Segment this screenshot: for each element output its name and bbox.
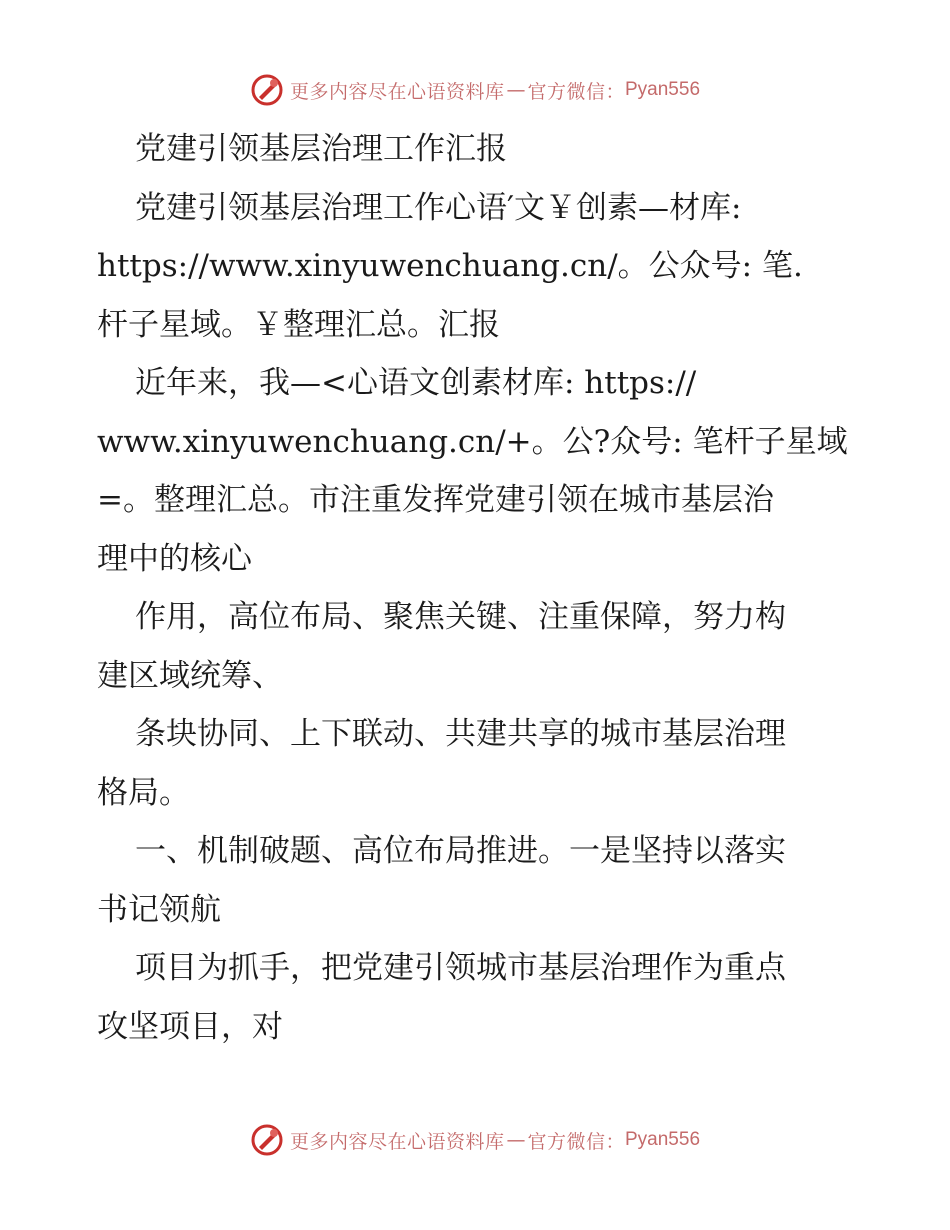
footer-watermark: [0, 1120, 950, 1160]
paragraph-line: 攻坚项目，对: [97, 1008, 283, 1045]
quill-logo-icon: [250, 73, 284, 107]
watermark-wechat-label: 官方微信：: [527, 80, 625, 103]
paragraph-line: 书记领航: [97, 891, 221, 928]
quill-logo-icon: [250, 1123, 284, 1157]
watermark-wechat-id: Pyan556: [625, 1129, 701, 1150]
paragraph-line: 作用，高位布局、聚焦关键、注重保障，努力构: [135, 599, 786, 635]
paragraph-line: www.xinyuwenchuang.cn/+。公?众号: 笔杆子星域: [97, 423, 848, 460]
watermark-text: 更多内容尽在心语资料库: [289, 1130, 505, 1153]
watermark-separator: —: [506, 79, 526, 101]
document-title: 党建引领基层治理工作汇报: [135, 131, 507, 167]
paragraph-line: 项目为抓手，把党建引领城市基层治理作为重点: [135, 950, 786, 986]
paragraph-line: https://www.xinyuwenchuang.cn/。公众号: 笔.: [97, 248, 803, 284]
paragraph-line: =。整理汇总。市注重发挥党建引领在城市基层治: [97, 482, 774, 518]
paragraph-line: 理中的核心: [97, 540, 252, 577]
paragraph-line: 一、机制破题、高位布局推进。一是坚持以落实: [135, 833, 786, 869]
paragraph-line: 近年来，我—<心语文创素材库: https://: [135, 365, 697, 401]
paragraph-line: 建区域统筹、: [97, 657, 283, 694]
header-watermark: [0, 70, 950, 110]
watermark-separator: —: [506, 1129, 526, 1151]
document-body: [97, 120, 857, 1056]
watermark-text: 更多内容尽在心语资料库: [289, 80, 505, 103]
watermark-wechat-label: 官方微信：: [527, 1130, 625, 1153]
paragraph-line: 党建引领基层治理工作心语′文￥创素—材库:: [135, 189, 742, 226]
paragraph-line: 条块协同、上下联动、共建共享的城市基层治理: [135, 716, 786, 752]
watermark-wechat-id: Pyan556: [625, 79, 701, 100]
paragraph-line: 格局。: [97, 774, 190, 811]
paragraph-line: 杆子星域。￥整理汇总。汇报: [97, 306, 500, 343]
